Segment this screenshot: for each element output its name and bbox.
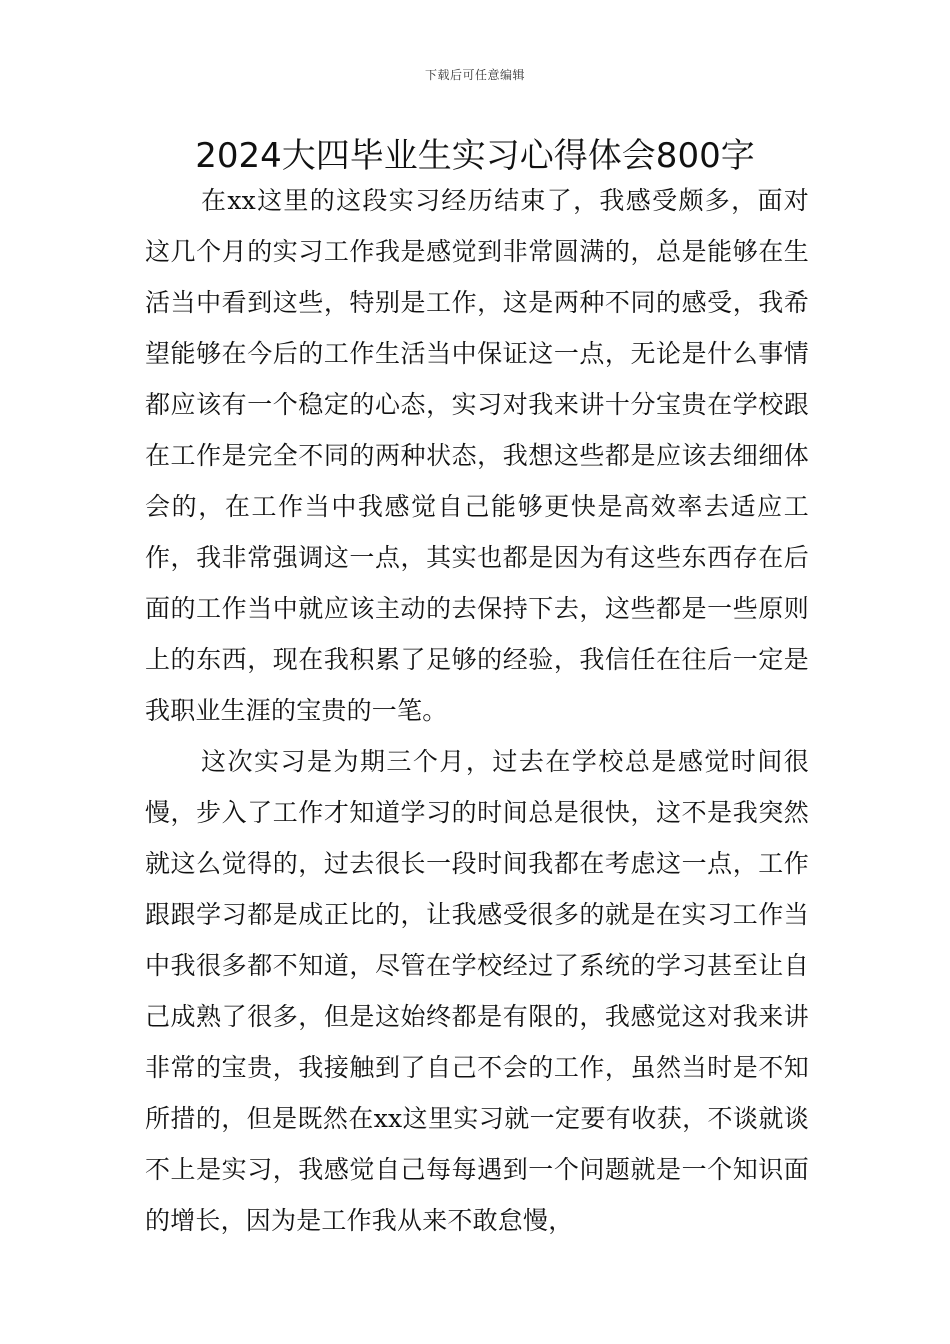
paragraph: 在xx这里的这段实习经历结束了，我感受颇多，面对这几个月的实习工作我是感觉到非常圆满的，总是能够在生活当中看到这些，特别是工作，这是两种不同的感受，我希望能够在今后的工作生活当中保证这一点，无论是什么事情都应该有一个稳定的心态，实习对我来讲十分宝贵在学校跟在工作是完全不同的两种状态，我想这些都是应该去细细体会的，在工作当中我感觉自己能够更快是高效率去适应工作，我非常强调这一点，其实也都是因为有这些东西存在后面的工作当中就应该主动的去保持下去，这些都是一些原则上的东西，现在我积累了足够的经验，我信任在往后一定是我职业生涯的宝贵的一笔。 <box>145 186 809 725</box>
document-body <box>145 175 809 1246</box>
header-note: 下载后可任意编辑 <box>424 68 525 82</box>
document-title: 2024大四毕业生实习心得体会800字 <box>195 136 755 176</box>
paragraph: 这次实习是为期三个月，过去在学校总是感觉时间很慢，步入了工作才知道学习的时间总是很快，这不是我突然就这么觉得的，过去很长一段时间我都在考虑这一点，工作跟跟学习都是成正比的，让我感受很多的就是在实习工作当中我很多都不知道，尽管在学校经过了系统的学习甚至让自己成熟了很多，但是这始终都是有限的，我感觉这对我来讲非常的宝贵，我接触到了自己不会的工作，虽然当时是不知所措的，但是既然在xx这里实习就一定要有收获，不谈就谈不上是实习，我感觉自己每每遇到一个问题就是一个知识面的增长，因为是工作我从来不敢怠慢， <box>145 747 809 1235</box>
